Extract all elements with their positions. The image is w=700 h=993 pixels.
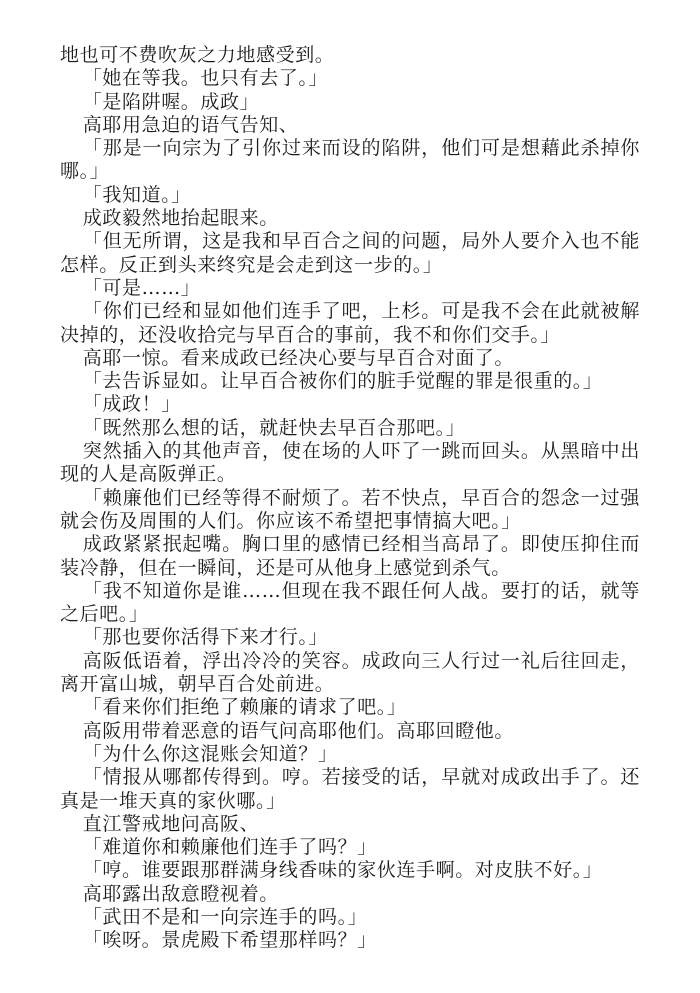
text-paragraph: 「那也要你活得下来才行。」: [82, 626, 329, 649]
text-paragraph: 成政毅然地抬起眼来。: [82, 207, 279, 230]
text-paragraph: 「难道你和赖廉他们连手了吗？」: [82, 836, 377, 859]
text-paragraph: 「我知道。」: [82, 183, 191, 206]
document-page: [60, 44, 640, 953]
text-paragraph: 「成政！」: [82, 393, 181, 416]
text-paragraph: 「看来你们拒绝了赖廉的请求了吧。」: [82, 696, 407, 719]
text-paragraph: 「武田不是和一向宗连手的吗。」: [82, 905, 368, 928]
text-paragraph: 直江警戒地问高阪、: [82, 812, 260, 835]
text-paragraph: 「她在等我。也只有去了。」: [82, 67, 329, 90]
text-paragraph: 「你们已经和显如他们连手了吧，上杉。可是我不会在此就被解决掉的，还没收拾完与早百合的事前，我不和你们交手。」: [60, 300, 640, 346]
text-paragraph: 高耶露出敌意瞪视着。: [82, 882, 279, 905]
text-paragraph: 高阪用带着恶意的语气问高耶他们。高耶回瞪他。: [82, 719, 514, 742]
text-paragraph: 「为什么你这混账会知道？」: [82, 742, 338, 765]
text-paragraph: 「既然那么想的话，就赶快去早百合那吧。」: [82, 416, 466, 439]
text-paragraph: 「赖廉他们已经等得不耐烦了。若不快点，早百合的怨念一过强就会伤及周围的人们。你应该不希望把事情搞大吧。」: [60, 486, 640, 532]
text-paragraph: 地也可不费吹灰之力地感受到。: [60, 44, 335, 66]
text-paragraph: 「哼。谁要跟那群满身线香味的家伙连手啊。对皮肤不好。」: [82, 859, 603, 882]
text-paragraph: 成政紧紧抿起嘴。胸口里的感情已经相当高昂了。即使压抑住而装冷静，但在一瞬间，还是可从他身上感觉到杀气。: [60, 533, 640, 579]
text-paragraph: 突然插入的其他声音，使在场的人吓了一跳而回头。从黑暗中出现的人是高阪弹正。: [60, 440, 640, 486]
text-paragraph: 「我不知道你是谁……但现在我不跟任何人战。要打的话，就等之后吧。」: [60, 579, 640, 626]
text-paragraph: 高阪低语着，浮出冷冷的笑容。成政向三人行过一礼后往回走，离开富山城，朝早百合处前进。: [60, 649, 640, 696]
text-paragraph: 「去告诉显如。让早百合被你们的脏手觉醒的罪是很重的。」: [82, 370, 603, 393]
text-paragraph: 「可是……」: [82, 276, 201, 299]
text-paragraph: 「唉呀。景虎殿下希望那样吗？」: [82, 929, 377, 952]
text-paragraph: 高耶一惊。看来成政已经决心要与早百合对面了。: [82, 346, 514, 369]
text-paragraph: 「但无所谓，这是我和早百合之间的问题，局外人要介入也不能怎样。反正到头来终究是会走到这一步的。」: [60, 230, 640, 276]
text-paragraph: 高耶用急迫的语气告知、: [82, 113, 299, 136]
text-paragraph: 「是陷阱喔。成政」: [82, 90, 260, 113]
text-paragraph: 「那是一向宗为了引你过来而设的陷阱，他们可是想藉此杀掉你哪。」: [60, 137, 640, 183]
text-paragraph: 「情报从哪都传得到。哼。若接受的话，早就对成政出手了。还真是一堆天真的家伙哪。」: [60, 766, 640, 812]
